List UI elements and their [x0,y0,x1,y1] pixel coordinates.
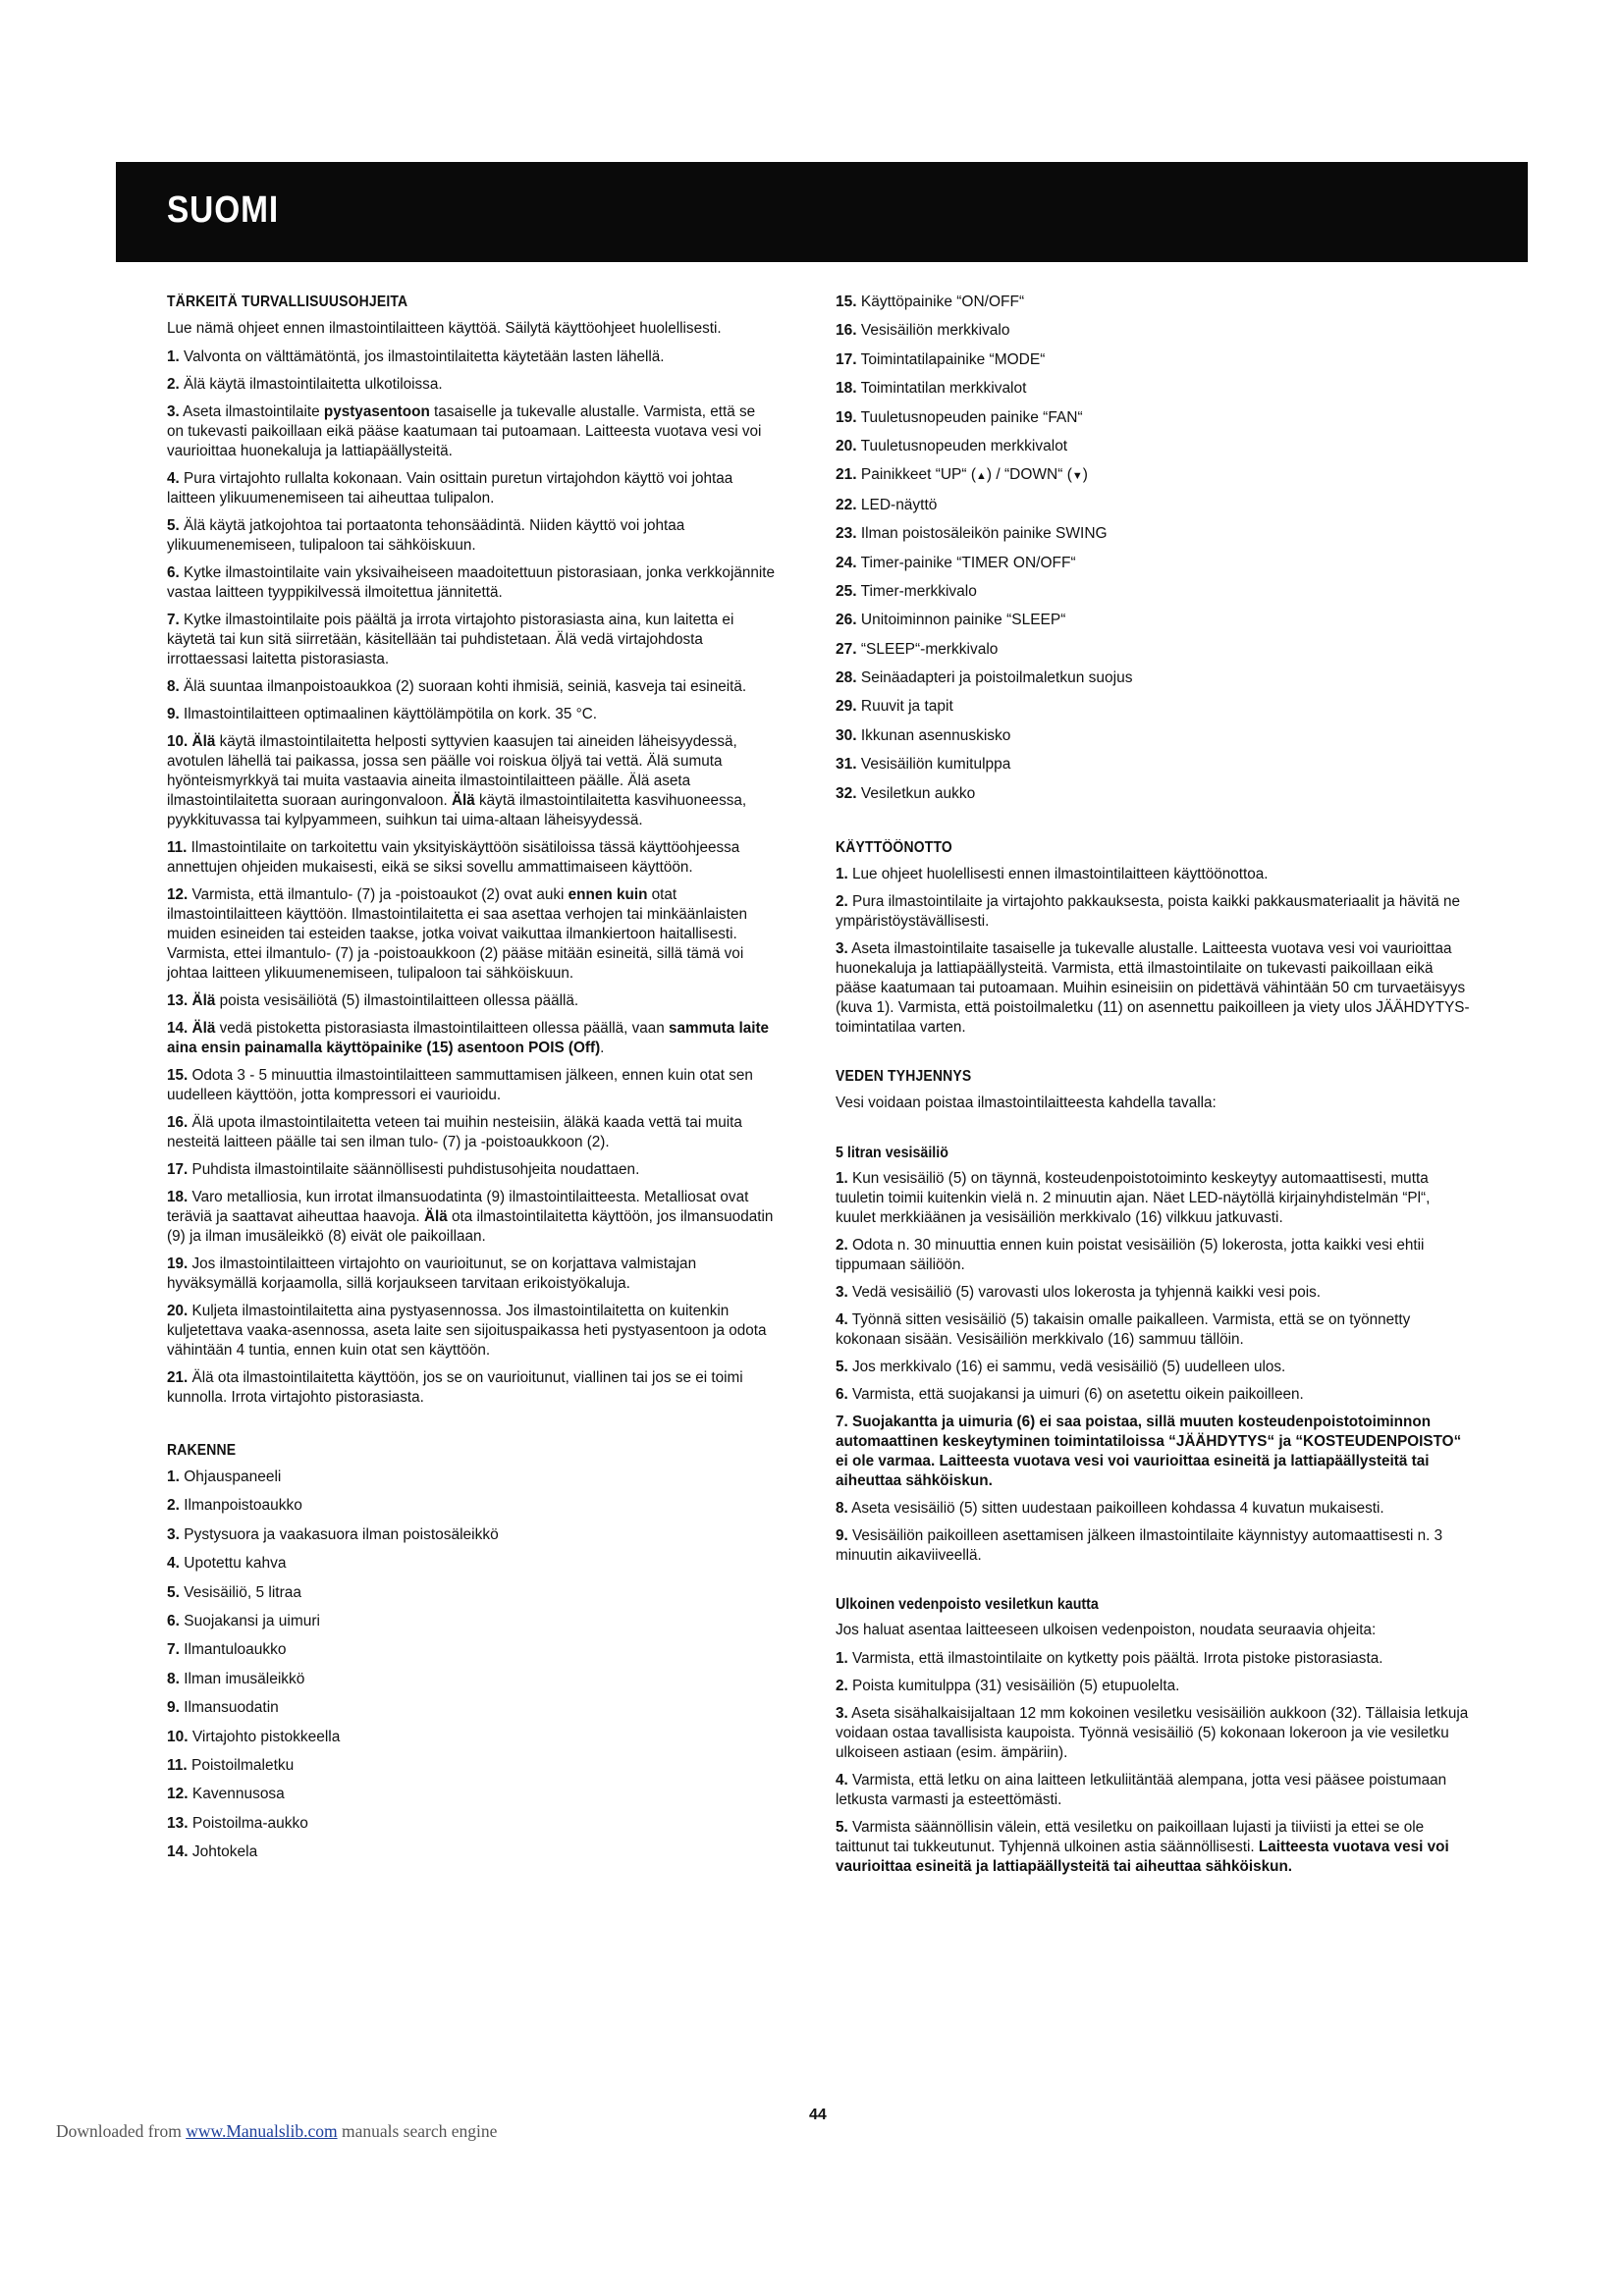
safety-item: 17. Puhdista ilmastointilaite säännöllisesti puhdistusohjeita noudattaen. [167,1161,640,1178]
part-item: 15. Käyttöpainike “ON/OFF“ [836,294,1025,310]
part-item: 26. Unitoiminnon painike “SLEEP“ [836,612,1066,629]
external-intro: Jos haluat asentaa laitteeseen ulkoisen vedenpoiston, noudata seuraavia ohjeita: [836,1622,1377,1639]
section-heading-structure: RAKENNE [167,1442,237,1459]
part-item: 14. Johtokela [167,1843,258,1861]
tank-item: 8. Aseta vesisäiliö (5) sitten uudestaan paikoilleen kohdassa 4 kuvatun mukaisesti. [836,1500,1384,1518]
part-item: 2. Ilmanpoistoaukko [167,1497,302,1515]
part-item: 13. Poistoilma-aukko [167,1814,308,1832]
part-item: 23. Ilman poistosäleikön painike SWING [836,525,1108,543]
safety-item: 5. Älä käytä jatkojohtoa tai portaatonta tehonsäädintä. Niiden käyttö voi johtaa ylikuumenemiseen, tulipaloon tai sähköiskuun. [167,517,685,554]
part-item: 29. Ruuvit ja tapit [836,698,953,716]
part-item: 20. Tuuletusnopeuden merkkivalot [836,437,1068,454]
right-column [836,293,1474,1885]
safety-item: 16. Älä upota ilmastointilaitetta veteen tai muihin nesteisiin, äläkä kaada vettä tai muita nesteitä laitteen päälle tai sen ilman tulo- (7) ja -poistoaukkoon (2). [167,1114,742,1150]
safety-item: 9. Ilmastointilaitteen optimaalinen käyttölämpötila on kork. 35 °C. [167,706,598,722]
tank-item: 1. Kun vesisäiliö (5) on täynnä, kosteudenpoistotoiminto keskeytyy automaattisesti, mutta tuuletin toimii kuitenkin vielä n. 2 minuutin ajan. Näet LED-näytöllä kirjainyhdistelmän “Pl“, kuulet merkkiäänen ja vesisäiliön merkkivalo (16) vilkkuu jatkuvasti. [836,1170,1431,1227]
section-heading-commissioning: KÄYTTÖÖNOTTO [836,839,952,857]
safety-item: 3. Aseta ilmastointilaite pystyasentoon tasaiselle ja tukevalle alustalle. Varmista, että se on tukevasti paikoillaan eikä pääse kaatumaan tai putoamaan. Laitteesta vuotava vesi voi vaurioittaa huonekaluja ja lattiapäällysteitä. [167,403,762,459]
part-item: 1. Ohjauspaneeli [167,1468,282,1485]
tank-item: 5. Jos merkkivalo (16) ei sammu, vedä vesisäiliö (5) uudelleen ulos. [836,1359,1286,1376]
subheading-external-drain: Ulkoinen vedenpoisto vesiletkun kautta [836,1596,1099,1614]
download-footer [56,2121,497,2142]
commissioning-item: 3. Aseta ilmastointilaite tasaiselle ja tukevalle alustalle. Laitteesta vuotava vesi voi vaurioittaa huonekaluja ja lattiapäällysteitä. Varmista, että ilmastointilaite on tukevasti paikoillaan eikä pääse kaatumaan tai putoamaan. Muihin esineisiin on pidettävä vähintään 50 cm turvaetäisyys (kuva 1). Varmista, että poistoilmaletku (11) on asennettu paikoilleen ja viety ulos JÄÄHDYTYS-toimintatilaa varten. [836,940,1470,1037]
safety-item: 13. Älä poista vesisäiliötä (5) ilmastointilaitteen ollessa päällä. [167,992,579,1009]
part-item: 17. Toimintatilapainike “MODE“ [836,350,1046,368]
page-title: SUOMI [167,189,280,231]
part-item: 31. Vesisäiliön kumitulppa [836,756,1011,774]
safety-item: 20. Kuljeta ilmastointilaitetta aina pystyasennossa. Jos ilmastointilaitetta on kuitenkin kuljetettava vaaka-asennossa, aseta laite sen sijoituspaikassa heti pystyasentoon ja odota vähintään 4 tuntia, ennen kuin otat sen käyttöön. [167,1303,767,1359]
footer-suffix: manuals search engine [337,2121,498,2141]
manualslib-link[interactable]: www.Manualslib.com [186,2121,338,2141]
safety-item: 6. Kytke ilmastointilaite vain yksivaiheiseen maadoitettuun pistorasiaan, jonka verkkojännite vastaa laitteen tyyppikilvessä ilmoitettua jännitettä. [167,564,776,601]
safety-item: 19. Jos ilmastointilaitteen virtajohto on vaurioitunut, se on korjattava valmistajan hyväksymällä korjaamolla, sillä korjaukseen tarvitaan erikoistyökaluja. [167,1255,697,1292]
safety-item: 15. Odota 3 - 5 minuuttia ilmastointilaitteen sammuttamisen jälkeen, ennen kuin otat sen uudelleen käyttöön, jotta kompressori ei vaurioidu. [167,1067,753,1103]
tank-item: 9. Vesisäiliön paikoilleen asettamisen jälkeen ilmastointilaite käynnistyy automaattisesti n. 3 minuutin aikaviiveellä. [836,1527,1443,1565]
part-item: 27. “SLEEP“-merkkivalo [836,640,999,658]
down-arrow-icon: ▼ [1071,470,1083,483]
part-item: 21. Painikkeet “UP“ (▲) / “DOWN“ (▼) [836,466,1088,484]
draining-intro: Vesi voidaan poistaa ilmastointilaitteesta kahdella tavalla: [836,1095,1217,1112]
external-item: 2. Poista kumitulppa (31) vesisäiliön (5) etupuolelta. [836,1678,1180,1695]
tank-item: 7. Suojakantta ja uimuria (6) ei saa poistaa, sillä muuten kosteudenpoistotoiminnon automaattinen keskeytyminen toimintatiloissa “JÄÄHDYTYS“ ja “KOSTEUDENPOISTO“ ei ole varmaa. Laitteesta vuotava vesi voi vaurioittaa esineitä ja lattiapäällysteitä tai aiheuttaa sähköiskun. [836,1414,1462,1490]
safety-item: 21. Älä ota ilmastointilaitetta käyttöön, jos se on vaurioitunut, viallinen tai jos se ei toimi kunnolla. Irrota virtajohto pistorasiasta. [167,1369,743,1406]
left-column [167,293,776,1871]
part-item: 28. Seinäadapteri ja poistoilmaletkun suojus [836,669,1133,687]
commissioning-item: 2. Pura ilmastointilaite ja virtajohto pakkauksesta, poista kaikki pakkausmateriaalit ja hävitä ne ympäristöystävällisesti. [836,893,1461,931]
part-item: 19. Tuuletusnopeuden painike “FAN“ [836,408,1083,426]
tank-item: 6. Varmista, että suojakansi ja uimuri (6) on asetettu oikein paikoilleen. [836,1386,1304,1404]
safety-item: 7. Kytke ilmastointilaite pois päältä ja irrota virtajohto pistorasiasta aina, kun laitetta ei käytetä tai kun sitä siirretään, käsitellään tai puhdistetaan. Älä vedä virtajohdosta irrottaessasi laitetta pistorasiasta. [167,612,734,667]
part-item: 5. Vesisäiliö, 5 litraa [167,1583,302,1601]
page-number: 44 [809,2107,827,2123]
footer-prefix: Downloaded from [56,2121,187,2141]
part-item: 4. Upotettu kahva [167,1555,287,1573]
part-item: 6. Suojakansi ja uimuri [167,1612,320,1629]
language-banner [116,162,1528,262]
part-item: 32. Vesiletkun aukko [836,784,976,802]
safety-intro: Lue nämä ohjeet ennen ilmastointilaitteen käyttöä. Säilytä käyttöohjeet huolellisesti. [167,320,722,337]
safety-item: 1. Valvonta on välttämätöntä, jos ilmastointilaitetta käytetään lasten lähellä. [167,348,665,365]
external-item: 3. Aseta sisähalkaisijaltaan 12 mm kokoinen vesiletku vesisäiliön aukkoon (32). Tällaisia letkuja voidaan ostaa tavallisista kaupoista. Työnnä vesisäiliö (5) kokonaan lokeroon ja vie vesiletku ulkoiseen astiaan (esim. ämpäriin). [836,1705,1469,1762]
external-item: 5. Varmista säännöllisin välein, että vesiletku on paikoillaan lujasti ja tiiviisti ja ettei se ole taittunut tai tukkeutunut. Tyhjennä ulkoinen astia säännöllisesti. Laitteesta vuotava vesi voi vaurioittaa esineitä ja lattiapäällysteitä tai aiheuttaa sähköiskun. [836,1819,1449,1876]
part-item: 7. Ilmantuloaukko [167,1641,287,1659]
safety-item: 10. Älä käytä ilmastointilaitetta helposti syttyvien kaasujen tai aineiden läheisyydessä, avotulen lähellä tai paikassa, jossa sen päälle voi roiskua öljyä tai vettä. Älä sumuta hyönteismyrkkyä tai muita vastaavia aineita ilmastointilaitteen päälle. Älä aseta ilmastointilaitetta suoraan auringonvaloon. Älä käytä ilmastointilaitetta kasvihuoneessa, pyykkituvassa tai kylpyammeen, suihkun tai uima-altaan läheisyydessä. [167,733,747,828]
part-item: 3. Pystysuora ja vaakasuora ilman poistosäleikkö [167,1525,499,1543]
part-item: 10. Virtajohto pistokkeella [167,1728,341,1745]
tank-item: 3. Vedä vesisäiliö (5) varovasti ulos lokerosta ja tyhjennä kaikki vesi pois. [836,1284,1321,1302]
section-heading-draining: VEDEN TYHJENNYS [836,1068,972,1086]
part-item: 16. Vesisäiliön merkkivalo [836,322,1010,340]
part-item: 11. Poistoilmaletku [167,1756,295,1774]
safety-item: 4. Pura virtajohto rullalta kokonaan. Vain osittain puretun virtajohdon käyttö voi johtaa laitteen ylikuumenemiseen tai aiheuttaa tulipalon. [167,470,733,507]
safety-item: 2. Älä käytä ilmastointilaitetta ulkotiloissa. [167,376,443,393]
safety-item: 11. Ilmastointilaite on tarkoitettu vain yksityiskäyttöön sisätiloissa tässä käyttöohjeessa annettujen ohjeiden mukaisesti, eikä se siksi sovellu ammattimaiseen käyttöön. [167,839,740,876]
safety-item: 18. Varo metalliosia, kun irrotat ilmansuodatinta (9) ilmastointilaitteesta. Metalliosat ovat teräviä ja saattavat aiheuttaa haavoja. Älä ota ilmastointilaitetta käyttöön, jos ilmansuodatin (9) ja ilman imusäleikkö (8) eivät ole paikoillaan. [167,1189,774,1245]
part-item: 18. Toimintatilan merkkivalot [836,380,1027,398]
commissioning-item: 1. Lue ohjeet huolellisesti ennen ilmastointilaitteen käyttöönottoa. [836,866,1269,883]
subheading-tank: 5 litran vesisäiliö [836,1145,948,1162]
tank-item: 2. Odota n. 30 minuuttia ennen kuin poistat vesisäiliön (5) lokerosta, jotta kaikki vesi ehtii tippumaan säiliöön. [836,1237,1425,1274]
section-heading-safety: TÄRKEITÄ TURVALLISUUSOHJEITA [167,294,408,310]
safety-item: 8. Älä suuntaa ilmanpoistoaukkoa (2) suoraan kohti ihmisiä, seiniä, kasveja tai esineitä. [167,678,747,695]
part-item: 25. Timer-merkkivalo [836,582,977,600]
part-item: 12. Kavennusosa [167,1786,285,1803]
safety-item: 12. Varmista, että ilmantulo- (7) ja -poistoaukot (2) ovat auki ennen kuin otat ilmastointilaitteen käyttöön. Ilmastointilaitetta ei saa asettaa verhojen tai minkäänlaisten muiden esineiden tai esteiden taakse, jotka voivat vaikuttaa ilmankiertoon haitallisesti. Varmista, ettei ilmantulo- (7) ja -poistoaukkoon (2) pääse mitään esineitä, sillä tämä voi johtaa laitteen ylikuumenemiseen, tulipaloon tai sähköiskuun. [167,886,747,982]
up-arrow-icon: ▲ [976,470,987,483]
part-item: 30. Ikkunan asennuskisko [836,726,1011,744]
part-item: 24. Timer-painike “TIMER ON/OFF“ [836,554,1076,571]
part-item: 9. Ilmansuodatin [167,1699,279,1717]
external-item: 4. Varmista, että letku on aina laitteen letkuliitäntää alempana, jotta vesi pääsee poistumaan letkusta varmasti ja esteettömästi. [836,1772,1447,1809]
tank-item: 4. Työnnä sitten vesisäiliö (5) takaisin omalle paikalleen. Varmista, että se on työnnetty kokonaan sisään. Vesisäiliön merkkivalo (16) sammuu tällöin. [836,1311,1411,1349]
safety-item: 14. Älä vedä pistoketta pistorasiasta ilmastointilaitteen ollessa päällä, vaan sammuta laite aina ensin painamalla käyttöpainike (15) asentoon POIS (Off). [167,1020,770,1056]
part-item: 22. LED-näyttö [836,496,938,513]
external-item: 1. Varmista, että ilmastointilaite on kytketty pois päältä. Irrota pistoke pistorasiasta. [836,1650,1383,1668]
part-item: 8. Ilman imusäleikkö [167,1670,305,1687]
